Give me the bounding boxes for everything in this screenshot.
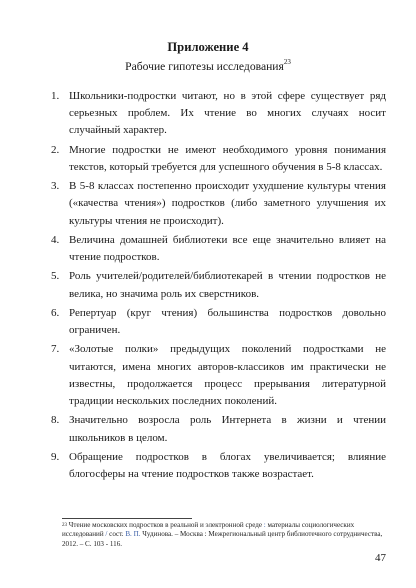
hypothesis-number: 4. — [51, 233, 60, 246]
hypothesis-number: 5. — [51, 270, 60, 283]
hypothesis-number: 1. — [51, 90, 60, 102]
hypothesis-item — [40, 178, 386, 230]
hypothesis-number: 3. — [51, 180, 60, 193]
footnote-separator-slash: / — [105, 530, 108, 539]
hypothesis-item — [40, 232, 386, 266]
hypothesis-item — [40, 142, 386, 176]
hypothesis-number: 6. — [51, 306, 60, 319]
footnote-text-1: Чтение московских подростков в реальной и электронной среде — [67, 521, 264, 529]
hypothesis-item — [40, 449, 386, 483]
footnote-number: 23 — [62, 523, 67, 528]
page-subtitle — [0, 60, 416, 73]
hypothesis-text: Школьники-подростки читают, но в этой сфере существует ряд серьезных проблем. Их чтение во многих случаях носит случайный характер. — [69, 90, 386, 137]
hypotheses-list — [40, 88, 386, 485]
hypothesis-item — [40, 88, 386, 140]
hypothesis-text: Значительно возросла роль Интернета в жизни и чтении школьников в целом. — [69, 414, 386, 444]
hypothesis-item — [40, 412, 386, 446]
footnote-divider — [62, 518, 192, 519]
hypothesis-text: Роль учителей/родителей/библиотекарей в чтении подростков не велика, но значима роль их сверстников. — [69, 270, 386, 300]
hypothesis-text: Обращение подростков в блогах увеличивается; влияние блогосферы на чтение подростков также возрастает. — [69, 450, 386, 481]
hypothesis-text: «Золотые полки» предыдущих поколений подростками не читаются, имена многих авторов-классиков им практически не известны, продолжается процесс прерывания литературной традиции нескольких последних поколений. — [69, 343, 386, 408]
hypothesis-text: Репертуар (круг чтения) большинства подростков довольно ограничен. — [69, 306, 386, 337]
footnote-text-3: сост. — [107, 530, 126, 539]
hypothesis-text: В 5-8 классах постепенно происходит ухудшение культуры чтения («качества чтения») подростков (либо заметного улучшения их культуры чтения не происходит). — [69, 180, 386, 227]
footnote-text-2: материалы социологических исследований — [62, 521, 355, 539]
hypothesis-item — [40, 268, 386, 302]
footnote — [62, 521, 390, 549]
hypothesis-item — [40, 341, 386, 410]
hypothesis-text: Величина домашней библиотеки все еще значительно влияет на чтение подростков. — [69, 233, 386, 264]
footnote-text-4: Чудинова. – Москва : Межрегиональный центр библиотечного сотрудничества, 2012. – С. 103 - 116. — [62, 530, 383, 548]
page-number: 47 — [375, 552, 386, 564]
footnote-separator-colon: : — [263, 521, 266, 529]
subtitle-text: Рабочие гипотезы исследования — [125, 60, 284, 73]
footnote-author-initials: В. П. — [125, 530, 141, 539]
hypothesis-number: 8. — [51, 414, 60, 427]
footnote-reference-mark[interactable]: 23 — [283, 58, 291, 66]
hypothesis-number: 7. — [51, 343, 60, 356]
hypothesis-number: 9. — [51, 450, 60, 463]
hypothesis-item — [40, 305, 386, 339]
hypothesis-text: Многие подростки не имеют необходимого уровня понимания текстов, который требуется для успешного обучения в 5-8 классах. — [69, 143, 386, 173]
hypothesis-number: 2. — [51, 143, 60, 156]
appendix-title: Приложение 4 — [167, 40, 249, 54]
